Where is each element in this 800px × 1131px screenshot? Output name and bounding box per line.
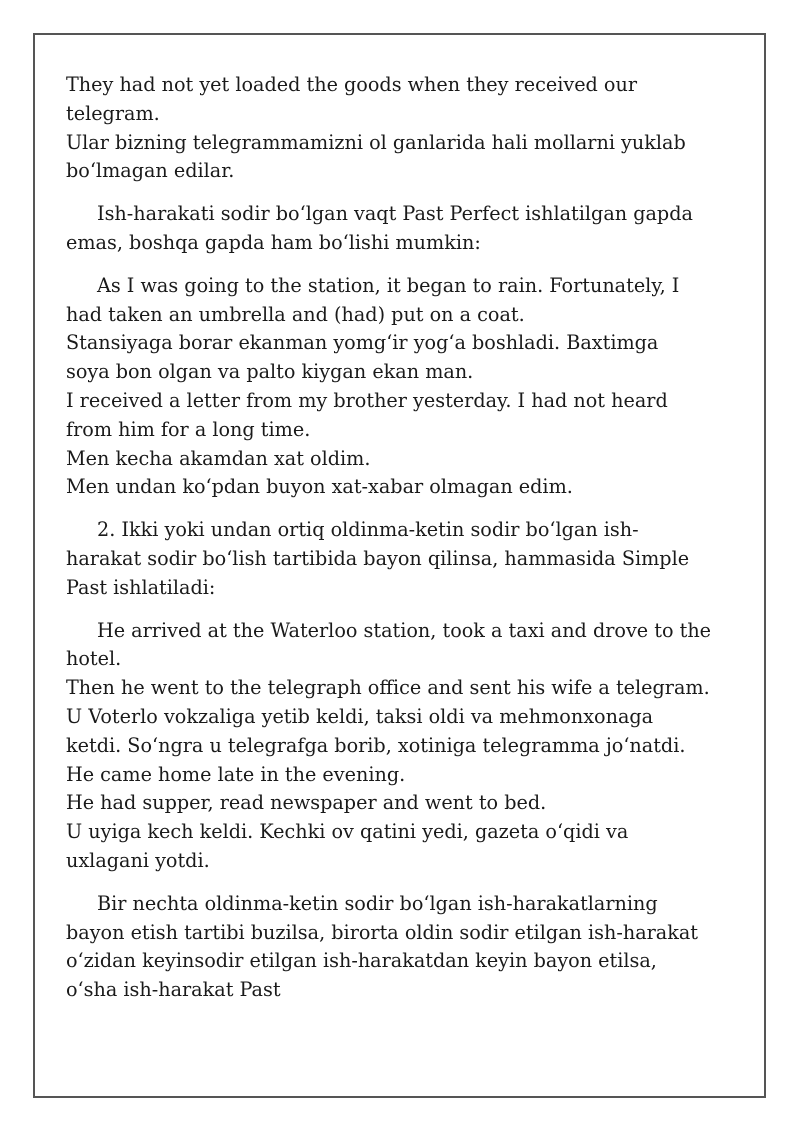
text-line: I received a letter from my brother yesterday. I had not heard — [66, 388, 668, 412]
text-line: Then he went to the telegraph office and sent his wife a telegram. — [66, 676, 710, 700]
paragraph — [66, 890, 738, 1005]
text-line: bo‘lmagan edilar. — [66, 159, 235, 183]
text-line: 2. Ikki yoki undan ortiq oldinma-ketin sodir bo‘lgan ish- — [97, 518, 639, 542]
paragraph — [66, 272, 738, 502]
paragraph — [66, 617, 738, 876]
text-line: had taken an umbrella and (had) put on a coat. — [66, 302, 525, 326]
text-line: Ish-harakati sodir bo‘lgan vaqt Past Perfect ishlatilgan gapda — [97, 202, 693, 226]
text-line: Past ishlatiladi: — [66, 575, 216, 599]
text-line: As I was going to the station, it began to rain. Fortunately, I — [97, 273, 680, 297]
text-line: o‘sha ish-harakat Past — [66, 978, 281, 1002]
text-line: He arrived at the Waterloo station, took a taxi and drove to the — [97, 618, 712, 642]
document-body — [66, 71, 738, 1019]
paragraph — [66, 516, 738, 602]
text-line: He came home late in the evening. — [66, 762, 406, 786]
text-line: telegram. — [66, 101, 160, 125]
text-line: Bir nechta oldinma-ketin sodir bo‘lgan ish-harakatlarning — [97, 891, 658, 915]
text-line: ketdi. So‘ngra u telegrafga borib, xotiniga telegramma jo‘natdi. — [66, 733, 686, 757]
text-line: Men undan ko‘pdan buyon xat-xabar olmagan edim. — [66, 475, 573, 499]
paragraph — [66, 200, 738, 258]
text-line: soya bon olgan va palto kiygan ekan man. — [66, 360, 474, 384]
text-line: U Voterlo vokzaliga yetib keldi, taksi oldi va mehmonxonaga — [66, 704, 654, 728]
paragraph — [66, 71, 738, 186]
text-line: He had supper, read newspaper and went to bed. — [66, 791, 547, 815]
text-line: o‘zidan keyinsodir etilgan ish-harakatdan keyin bayon etilsa, — [66, 949, 657, 973]
text-line: hotel. — [66, 647, 122, 671]
text-line: bayon etish tartibi buzilsa, birorta oldin sodir etilgan ish-harakat — [66, 920, 699, 944]
text-line: U uyiga kech keldi. Kechki ov qatini yedi, gazeta o‘qidi va — [66, 820, 629, 844]
text-line: uxlagani yotdi. — [66, 848, 210, 872]
text-line: Ular bizning telegrammamizni ol ganlarida hali mollarni yuklab — [66, 130, 686, 154]
text-line: harakat sodir bo‘lish tartibida bayon qilinsa, hammasida Simple — [66, 546, 690, 570]
text-line: emas, boshqa gapda ham bo‘lishi mumkin: — [66, 230, 481, 254]
text-line: Stansiyaga borar ekanman yomg‘ir yog‘a boshladi. Baxtimga — [66, 331, 659, 355]
text-line: They had not yet loaded the goods when they received our — [66, 73, 638, 96]
text-line: Men kecha akamdan xat oldim. — [66, 446, 371, 470]
text-line: from him for a long time. — [66, 417, 311, 441]
